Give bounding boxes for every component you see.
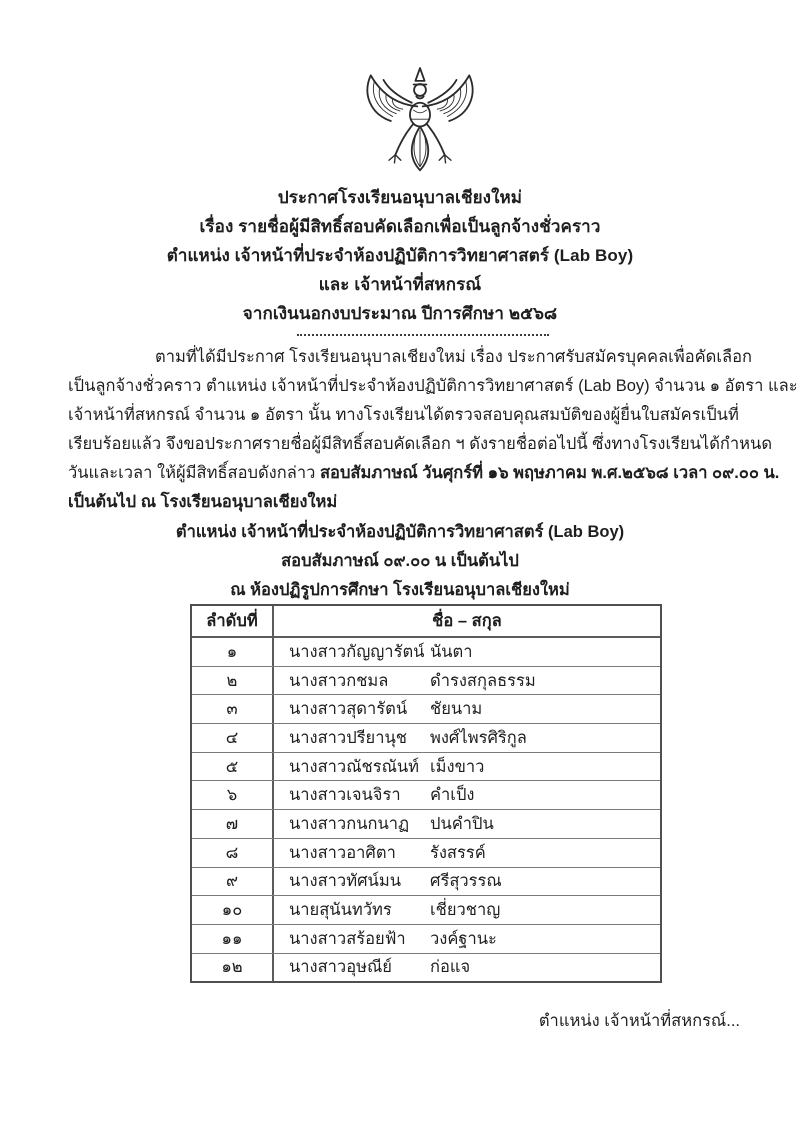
row-index: ๖ [192, 781, 274, 809]
applicant-table [190, 604, 662, 983]
row-first-name: นางสาวทัศน์มน [289, 872, 401, 891]
title-line-5: จากเงินนอกงบประมาณ ปีการศึกษา ๒๕๖๘ [242, 304, 558, 323]
row-index: ๔ [192, 724, 274, 752]
row-first-name: นางสาวสุดารัตน์ [289, 700, 408, 719]
row-index: ๒ [192, 667, 274, 695]
table-row [192, 667, 660, 696]
table-row [192, 868, 660, 897]
column-header-order: ลำดับที่ [192, 606, 274, 636]
row-first-name: นางสาวกัญญารัตน์ [289, 642, 425, 661]
row-first-name: นางสาวเจนจิรา [289, 786, 401, 805]
applicant-rows [192, 638, 660, 981]
row-first-name: นางสาวกนกนาฏ [289, 814, 410, 833]
row-last-name: ปนคำปิน [430, 814, 494, 833]
paragraph-line: เจ้าหน้าที่สหกรณ์ จำนวน ๑ อัตรา นั้น ทางโรงเรียนได้ตรวจสอบคุณสมบัติของผู้ยื่นใบสมัครเป็นที่ [68, 406, 739, 424]
paragraph-line: เป็นลูกจ้างชั่วคราว ตำแหน่ง เจ้าหน้าที่ประจำห้องปฏิบัติการวิทยาศาสตร์ (Lab Boy) จำนวน ๑ อัตรา และ [68, 377, 798, 395]
table-row [192, 896, 660, 925]
table-row [192, 839, 660, 868]
row-first-name: นางสาวณัชรณันท์ [289, 757, 420, 776]
title-block [0, 183, 800, 328]
row-last-name: วงค์ฐานะ [430, 929, 497, 948]
row-last-name: ดำรงสกุลธรรม [430, 671, 536, 690]
row-index: ๗ [192, 810, 274, 838]
title-line-2: เรื่อง รายชื่อผู้มีสิทธิ์สอบคัดเลือกเพื่อเป็นลูกจ้างชั่วคราว [199, 217, 601, 236]
interview-date-bold: สอบสัมภาษณ์ วันศุกร์ที่ ๑๖ พฤษภาคม พ.ศ.๒๕๖๘ เวลา ๐๙.๐๐ น. [319, 464, 780, 482]
table-row [192, 925, 660, 954]
paragraph-text-normal: วันและเวลา ให้ผู้มีสิทธิ์สอบดังกล่าว [68, 464, 320, 482]
row-last-name: ชัยนาม [430, 700, 483, 719]
column-header-name: ชื่อ – สกุล [432, 612, 502, 630]
table-row [192, 954, 660, 982]
paragraph-line-bold: เป็นต้นไป ณ โรงเรียนอนุบาลเชียงใหม่ [68, 493, 338, 511]
section-heading-position: ตำแหน่ง เจ้าหน้าที่ประจำห้องปฏิบัติการวิทยาศาสตร์ (Lab Boy) [175, 523, 625, 541]
table-row [192, 781, 660, 810]
title-line-3: ตำแหน่ง เจ้าหน้าที่ประจำห้องปฏิบัติการวิทยาศาสตร์ (Lab Boy) [166, 246, 634, 265]
row-last-name: เม็งขาว [430, 757, 485, 776]
row-last-name: นันตา [430, 642, 473, 661]
dotted-separator [297, 322, 549, 336]
row-last-name: ศรีสุวรรณ [430, 872, 502, 891]
table-row [192, 695, 660, 724]
table-row [192, 810, 660, 839]
row-first-name: นางสาวอาศิตา [289, 843, 396, 862]
row-index: ๑๐ [192, 896, 274, 924]
row-index: ๘ [192, 839, 274, 867]
section-heading-time: สอบสัมภาษณ์ ๐๙.๐๐ น เป็นต้นไป [281, 552, 519, 570]
row-index: ๓ [192, 695, 274, 723]
paragraph-line: เรียบร้อยแล้ว จึงขอประกาศรายชื่อผู้มีสิทธิ์สอบคัดเลือก ฯ ดังรายชื่อต่อไปนี้ ซึ่งทางโรงเรียนได้กำหนด [68, 435, 773, 453]
row-index: ๕ [192, 753, 274, 781]
row-index: ๑๑ [192, 925, 274, 953]
row-first-name: นางสาวสร้อยฟ้า [289, 929, 406, 948]
section-heading-venue: ณ ห้องปฏิรูปการศึกษา โรงเรียนอนุบาลเชียงใหม่ [230, 581, 570, 599]
footer-continuation-note: ตำแหน่ง เจ้าหน้าที่สหกรณ์... [538, 1012, 740, 1030]
row-first-name: นางสาวอุษณีย์ [289, 958, 392, 977]
row-last-name: รังสรรค์ [430, 843, 486, 862]
paragraph-line [68, 459, 780, 488]
section-headings [0, 518, 800, 605]
row-index: ๙ [192, 868, 274, 896]
table-row [192, 753, 660, 782]
row-first-name: นายสุนันทวัทร [289, 901, 392, 920]
title-line-4: และ เจ้าหน้าที่สหกรณ์ [318, 275, 482, 294]
row-last-name: ก่อแจ [430, 958, 471, 977]
garuda-emblem-icon [347, 64, 493, 178]
table-header-row [192, 606, 660, 638]
table-row [192, 724, 660, 753]
title-line-1: ประกาศโรงเรียนอนุบาลเชียงใหม่ [277, 188, 523, 207]
row-last-name: พงศ์ไพรศิริกูล [430, 728, 527, 747]
row-first-name: นางสาวกชมล [289, 671, 389, 690]
row-last-name: เชี่ยวชาญ [430, 901, 501, 920]
row-index: ๑ [192, 638, 274, 666]
body-paragraph [68, 343, 798, 517]
row-first-name: นางสาวปรียานุช [289, 728, 407, 747]
paragraph-line: ตามที่ได้มีประกาศ โรงเรียนอนุบาลเชียงใหม่ เรื่อง ประกาศรับสมัครบุคคลเพื่อคัดเลือก [155, 348, 753, 366]
table-row [192, 638, 660, 667]
row-last-name: คำเป็ง [430, 786, 475, 805]
row-index: ๑๒ [192, 954, 274, 982]
